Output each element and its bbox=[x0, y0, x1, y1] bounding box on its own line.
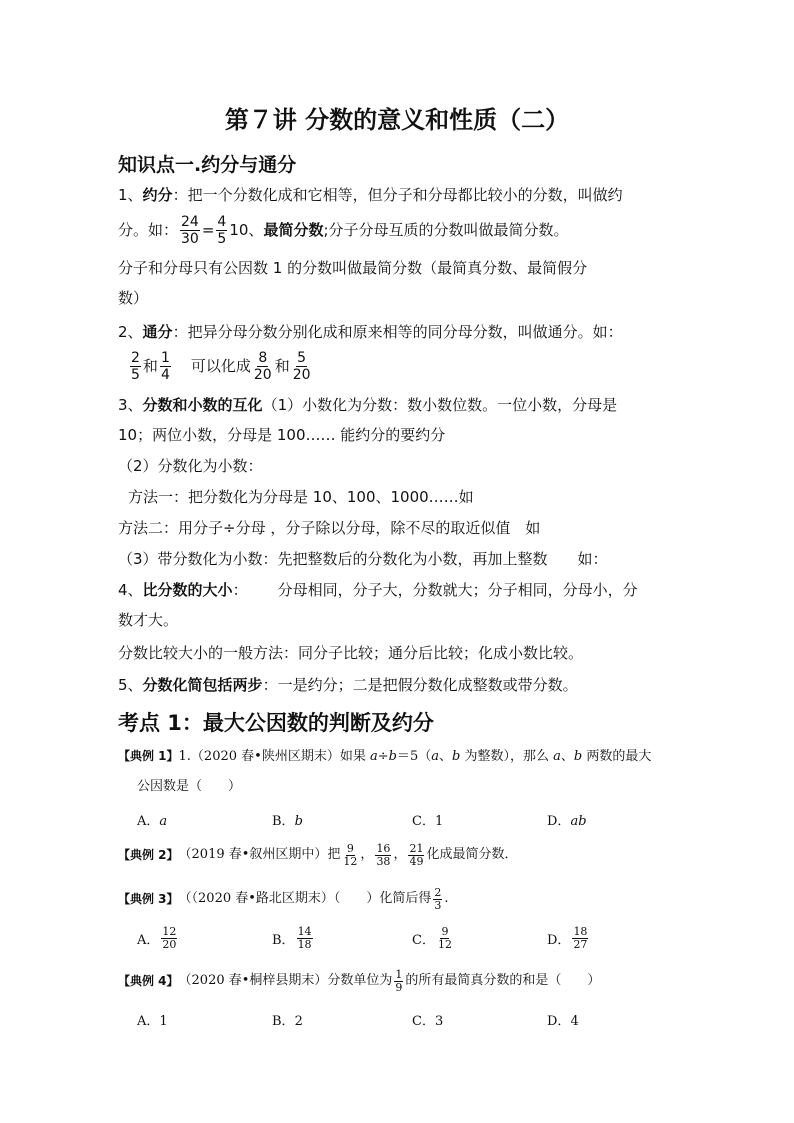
question-text: 的所有最简真分数的和是（ ） bbox=[405, 973, 601, 988]
example-2-question bbox=[118, 838, 517, 872]
numerator: 1 bbox=[395, 967, 403, 981]
numerator: 9 bbox=[441, 924, 449, 938]
point-text: 分。如： bbox=[118, 221, 179, 239]
question-text: （2019 春•叙州区期中）把 bbox=[178, 847, 341, 862]
fraction bbox=[433, 887, 442, 912]
question-text: 、 bbox=[439, 749, 453, 764]
point-number: 2、 bbox=[118, 323, 143, 341]
fraction bbox=[572, 926, 588, 951]
denominator: 18 bbox=[297, 937, 312, 951]
point-5-line-1 bbox=[118, 675, 578, 695]
variable-b: b bbox=[452, 749, 461, 764]
numerator: 24 bbox=[181, 213, 199, 230]
term-huajian: 分数化简包括两步 bbox=[142, 676, 263, 694]
point-1b-line-2: 数） bbox=[118, 289, 149, 307]
numerator: 12 bbox=[162, 924, 177, 938]
option-letter: A． bbox=[137, 932, 160, 948]
fraction bbox=[297, 926, 313, 951]
question-text: （2020 春•桐梓县期末）分数单位为 bbox=[178, 973, 393, 988]
point-text: 分母相同，分子大，分数就大；分子相同，分母小，分 bbox=[277, 581, 638, 599]
point-3-line-6: （3）带分数化为小数：先把整数后的分数化为小数，再加上整数 如： bbox=[118, 550, 608, 568]
option-value: ab bbox=[570, 814, 587, 829]
point-text: ：把一个分数化成和它相等，但分子和分母都比较小的分数，叫做约 bbox=[172, 186, 623, 204]
variable-b: b bbox=[573, 749, 583, 764]
example-label: 【典例 3】 bbox=[118, 892, 179, 906]
option-value: 1 bbox=[434, 814, 444, 829]
variable-a: a bbox=[369, 749, 378, 764]
point-1b-line-1: 分子和分母只有公因数 1 的分数叫做最简分数（最简真分数、最简假分 bbox=[118, 259, 588, 277]
variable-b: b bbox=[388, 749, 397, 764]
numerator: 2 bbox=[434, 885, 442, 899]
numerator: 21 bbox=[409, 841, 424, 855]
separator: ， bbox=[360, 847, 374, 862]
denominator: 5 bbox=[217, 230, 227, 247]
option-letter: D． bbox=[547, 932, 571, 948]
point-text: （1）小数化为分数：数小数位数。一位小数，分母是 bbox=[262, 396, 618, 414]
fraction bbox=[130, 350, 141, 383]
example-3-option-d[interactable] bbox=[547, 920, 590, 956]
numerator: 1 bbox=[160, 349, 170, 366]
numerator: 2 bbox=[131, 349, 140, 366]
option-letter: B． bbox=[272, 932, 295, 948]
example-1-option-c[interactable] bbox=[412, 810, 443, 829]
numerator: 5 bbox=[297, 349, 307, 366]
kaodian-heading: 考点 1：最大公因数的判断及约分 bbox=[118, 711, 434, 735]
denominator: 20 bbox=[292, 366, 311, 383]
example-1-option-b[interactable] bbox=[272, 810, 303, 829]
numerator: 14 bbox=[297, 924, 312, 938]
example-3-option-c[interactable] bbox=[412, 920, 455, 956]
knowledge-heading: 知识点一.约分与通分 bbox=[118, 154, 297, 176]
point-1-line-2 bbox=[118, 212, 569, 248]
option-letter: B． bbox=[272, 1014, 295, 1029]
example-1-option-a[interactable] bbox=[137, 810, 167, 829]
point-2-line-1 bbox=[118, 322, 623, 342]
example-label: 【典例 1】 bbox=[118, 749, 179, 763]
point-number: 1、 bbox=[118, 186, 143, 204]
option-value: 1 bbox=[159, 1014, 168, 1029]
option-letter: C． bbox=[412, 814, 435, 829]
option-letter: D． bbox=[547, 814, 571, 829]
point-text: ： bbox=[232, 581, 248, 599]
point-3-line-5: 方法二：用分子÷分母 ，分子除以分母，除不尽的取近似值 如 bbox=[118, 519, 541, 537]
option-letter: B． bbox=[272, 814, 295, 829]
point-number: 5、 bbox=[118, 676, 143, 694]
denominator: 49 bbox=[409, 854, 424, 868]
fraction bbox=[375, 843, 391, 868]
example-4-option-d[interactable] bbox=[547, 1010, 579, 1029]
point-text: ;分子分母互质的分数叫做最简分数。 bbox=[323, 221, 569, 239]
point-text: 10、 bbox=[229, 221, 264, 239]
numerator: 16 bbox=[376, 841, 391, 855]
denominator: 12 bbox=[343, 854, 358, 868]
point-2-line-2 bbox=[128, 348, 314, 384]
point-4-line-3: 分数比较大小的一般方法：同分子比较；通分后比较；化成小数比较。 bbox=[118, 644, 584, 662]
divide-sign: ÷ bbox=[377, 749, 389, 764]
example-4-question bbox=[118, 964, 600, 998]
numerator: 18 bbox=[573, 924, 588, 938]
and-text: 和 bbox=[274, 357, 290, 375]
example-3-option-a[interactable] bbox=[137, 920, 179, 956]
example-3-question bbox=[118, 882, 449, 916]
numerator: 8 bbox=[258, 349, 268, 366]
denominator: 27 bbox=[573, 937, 588, 951]
example-label: 【典例 4】 bbox=[118, 974, 179, 988]
denominator: 9 bbox=[395, 980, 403, 994]
question-text: 为整数），那么 bbox=[460, 749, 554, 764]
fraction bbox=[160, 350, 171, 383]
option-letter: C． bbox=[412, 1014, 435, 1029]
equals-sign: = bbox=[201, 221, 215, 239]
point-3-line-4: 方法一：把分数化为分母是 10、100、1000……如 bbox=[128, 488, 474, 506]
denominator: 5 bbox=[131, 366, 140, 383]
question-text: 两数的最大 bbox=[582, 749, 652, 764]
point-3-line-1 bbox=[118, 395, 617, 415]
denominator: 3 bbox=[434, 898, 442, 912]
fraction bbox=[161, 926, 177, 951]
fraction bbox=[342, 843, 358, 868]
example-1-question-line-2: 公因数是（ ） bbox=[137, 779, 242, 794]
denominator: 38 bbox=[376, 854, 391, 868]
term-bidaxiao: 比分数的大小 bbox=[142, 581, 233, 599]
option-value: 4 bbox=[570, 1014, 579, 1029]
point-text: 可以化成 bbox=[190, 357, 251, 375]
option-letter: C． bbox=[412, 932, 435, 948]
fraction bbox=[292, 350, 312, 383]
option-value: 2 bbox=[294, 1014, 303, 1029]
term-huhua: 分数和小数的互化 bbox=[142, 396, 263, 414]
point-number: 4、 bbox=[118, 581, 143, 599]
page-title: 第７讲 分数的意义和性质（二） bbox=[224, 106, 570, 134]
point-text: ：把异分母分数分别化成和原来相等的同分母分数，叫做通分。如： bbox=[172, 323, 623, 341]
question-text: （（2020 春•路北区期末）（ ）化简后得 bbox=[178, 891, 432, 906]
numerator: 4 bbox=[217, 213, 227, 230]
fraction bbox=[394, 969, 403, 994]
option-value: 3 bbox=[434, 1014, 444, 1029]
denominator: 30 bbox=[181, 230, 199, 247]
denominator: 12 bbox=[437, 937, 452, 951]
point-number: 3、 bbox=[118, 396, 143, 414]
option-value: a bbox=[159, 814, 168, 829]
denominator: 4 bbox=[160, 366, 170, 383]
example-1-option-d[interactable] bbox=[547, 810, 587, 829]
variable-a: a bbox=[553, 749, 561, 764]
point-4-line-2: 数才大。 bbox=[118, 611, 179, 629]
option-letter: A． bbox=[137, 1014, 160, 1029]
question-text: . bbox=[444, 891, 449, 906]
example-label: 【典例 2】 bbox=[118, 848, 179, 862]
fraction bbox=[408, 843, 424, 868]
point-text: ：一是约分；二是把假分数化成整数或带分数。 bbox=[262, 676, 578, 694]
denominator: 20 bbox=[162, 937, 177, 951]
question-text: 化成最简分数． bbox=[426, 847, 518, 862]
fraction bbox=[180, 214, 200, 247]
example-1-question bbox=[118, 747, 651, 766]
example-3-option-b[interactable] bbox=[272, 920, 315, 956]
separator: ， bbox=[393, 847, 407, 862]
example-4-option-a[interactable] bbox=[137, 1010, 168, 1029]
point-3-line-2: 10；两位小数，分母是 100…… 能约分的要约分 bbox=[118, 426, 446, 444]
point-1-line-1 bbox=[118, 185, 623, 205]
option-letter: D． bbox=[547, 1014, 571, 1029]
point-3-line-3: （2）分数化为小数： bbox=[118, 457, 263, 475]
example-4-option-c[interactable] bbox=[412, 1010, 443, 1029]
term-zuijian: 最简分数 bbox=[263, 221, 324, 239]
numerator: 9 bbox=[346, 841, 354, 855]
fraction bbox=[253, 350, 273, 383]
option-value: b bbox=[294, 814, 303, 829]
term-tongfen: 通分 bbox=[142, 323, 173, 341]
denominator: 20 bbox=[253, 366, 272, 383]
fraction bbox=[437, 926, 453, 951]
example-4-option-b[interactable] bbox=[272, 1010, 303, 1029]
term-yuefen: 约分 bbox=[142, 186, 173, 204]
question-text: 、 bbox=[560, 749, 574, 764]
fraction bbox=[216, 214, 227, 247]
variable-a: a bbox=[431, 749, 439, 764]
and-text: 和 bbox=[142, 357, 158, 375]
question-text: 1.（2020 春•陕州区期末）如果 bbox=[178, 749, 370, 764]
question-text: ＝5（ bbox=[396, 749, 432, 764]
point-4-line-1 bbox=[118, 580, 638, 600]
option-letter: A． bbox=[137, 814, 160, 829]
